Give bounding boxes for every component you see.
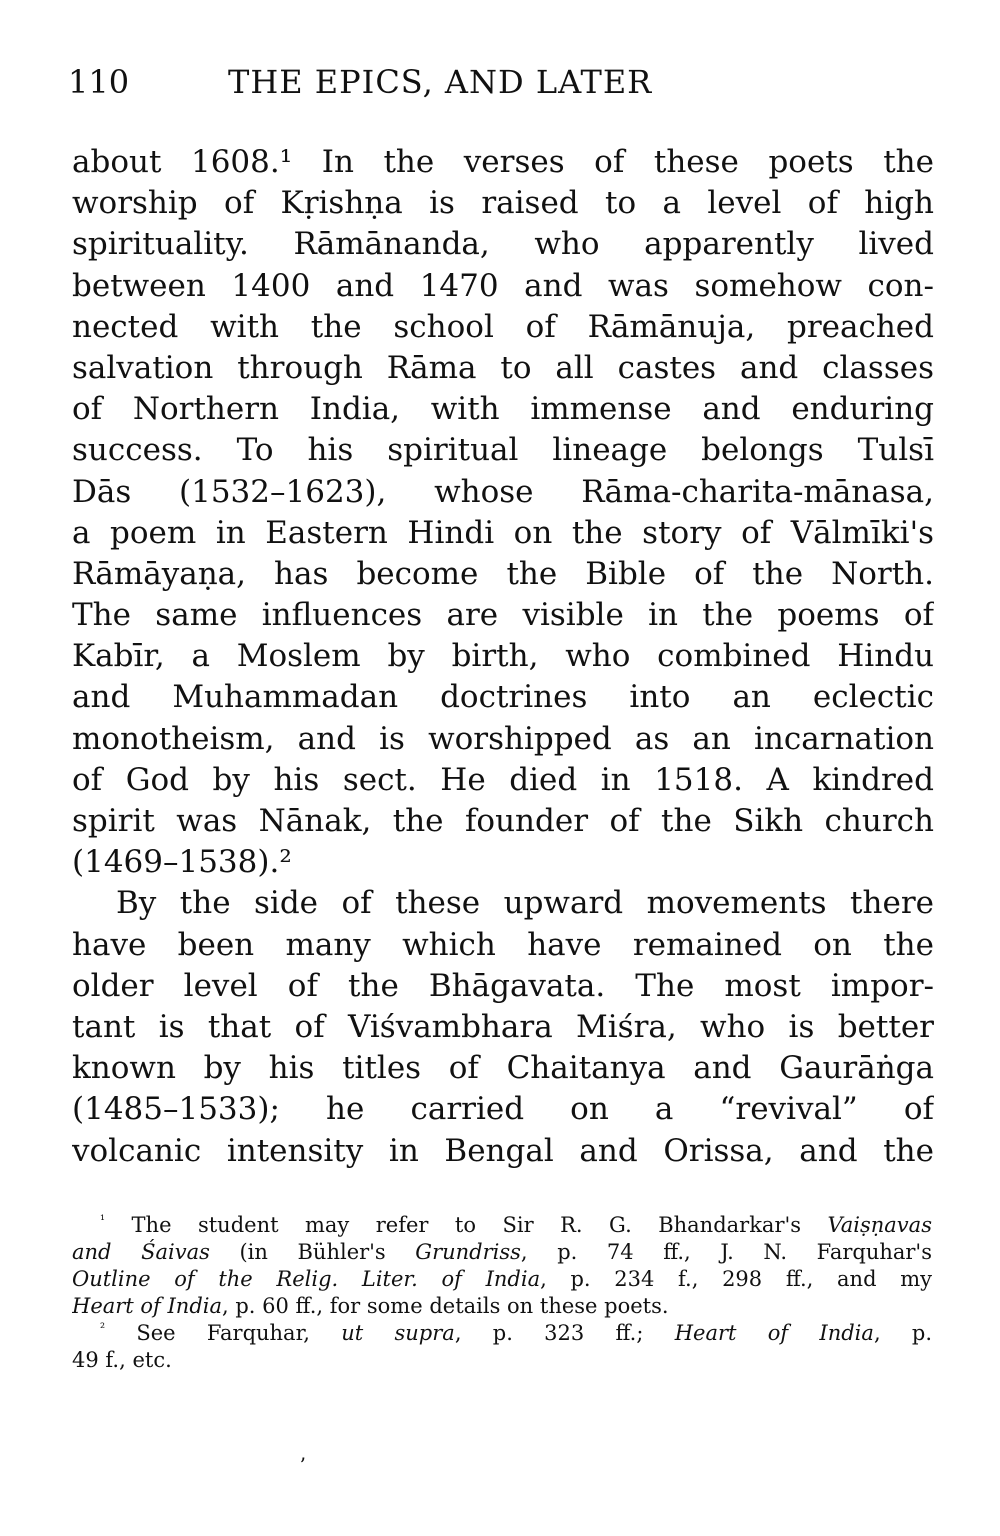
text-line: Kabīr, a Moslem by birth, who combined Hindu	[72, 638, 934, 675]
footnote-1-line	[72, 1293, 932, 1320]
text-line: a poem in Eastern Hindi on the story of Vālmīki's	[72, 514, 934, 551]
footnote-text: The student may refer to Sir R. G. Bhandarkar's	[131, 1213, 828, 1237]
text-line: (1485–1533); he carried on a “revival” of	[72, 1091, 934, 1128]
page-number: 110	[68, 63, 130, 101]
page-header	[68, 60, 948, 104]
text-line: By the side of these upward movements there	[116, 885, 934, 922]
footnote-italic: ut supra	[341, 1321, 455, 1345]
text-line: have been many which have remained on the	[72, 926, 934, 963]
text-line: success. To his spiritual lineage belongs Tulsī	[72, 432, 934, 469]
footnote-1-line	[72, 1212, 932, 1239]
footnote-text: , p. 74 ff., J. N. Farquhar's	[520, 1240, 932, 1264]
footnote-1-line	[72, 1239, 932, 1266]
footnote-text: See Farquhar,	[136, 1321, 342, 1345]
text-line: about 1608.¹ In the verses of these poets the	[72, 144, 934, 180]
text-line: known by his titles of Chaitanya and Gaurāṅga	[72, 1050, 934, 1087]
running-head: THE EPICS, AND LATER	[228, 63, 653, 101]
footnote-text: , p.	[873, 1321, 932, 1345]
footnote-2-line	[72, 1320, 932, 1347]
text-line: and Muhammadan doctrines into an eclectic	[72, 679, 934, 716]
footnote-2-line: 49 f., etc.	[72, 1348, 172, 1372]
stray-ink-mark: ʼ	[299, 1453, 306, 1477]
footnote-italic: Outline of the Relig. Liter. of India	[72, 1267, 541, 1291]
footnotes	[72, 1212, 932, 1374]
footnote-text: (in Bühler's	[209, 1240, 416, 1264]
footnote-italic: and Śaivas	[72, 1240, 210, 1264]
footnote-2-marker: ²	[100, 1320, 106, 1335]
footnote-text: , p. 323 ff.;	[454, 1321, 675, 1345]
main-text	[72, 142, 934, 1172]
text-line: tant is that of Viśvambhara Miśra, who is better	[72, 1008, 934, 1045]
footnote-italic: Heart of India	[72, 1294, 223, 1318]
text-line: of Northern India, with immense and enduring	[72, 391, 934, 428]
footnote-italic: Heart of India	[674, 1321, 874, 1345]
text-line: between 1400 and 1470 and was somehow con-	[72, 267, 934, 304]
text-line: nected with the school of Rāmānuja, preached	[72, 308, 934, 345]
text-line: spirit was Nānak, the founder of the Sikh church	[72, 803, 934, 839]
footnote-1-marker: ¹	[100, 1212, 106, 1227]
text-line: monotheism, and is worshipped as an incarnation	[72, 720, 934, 757]
footnote-text: , p. 60 ff., for some details on these poets.	[222, 1294, 669, 1318]
footnote-italic: Grundriss	[415, 1240, 521, 1264]
footnote-1-line	[72, 1266, 932, 1293]
text-line: Dās (1532–1623), whose Rāma-charita-mānasa,	[72, 473, 934, 510]
footnote-text: , p. 234 f., 298 ff., and my	[540, 1267, 932, 1291]
text-line: volcanic intensity in Bengal and Orissa, and the	[72, 1132, 934, 1169]
text-line: worship of Kṛishṇa is raised to a level of high	[72, 185, 934, 222]
text-line: The same influences are visible in the poems of	[72, 597, 934, 634]
text-line: salvation through Rāma to all castes and classes	[72, 349, 934, 386]
footnote-italic: Vaiṣṇavas	[827, 1213, 932, 1237]
text-line: Rāmāyaṇa, has become the Bible of the North.	[72, 555, 934, 592]
text-line: spirituality. Rāmānanda, who apparently lived	[72, 226, 934, 263]
text-line: of God by his sect. He died in 1518. A kindred	[72, 761, 934, 798]
text-line: (1469–1538).²	[72, 844, 292, 881]
text-line: older level of the Bhāgavata. The most impor-	[72, 967, 934, 1004]
